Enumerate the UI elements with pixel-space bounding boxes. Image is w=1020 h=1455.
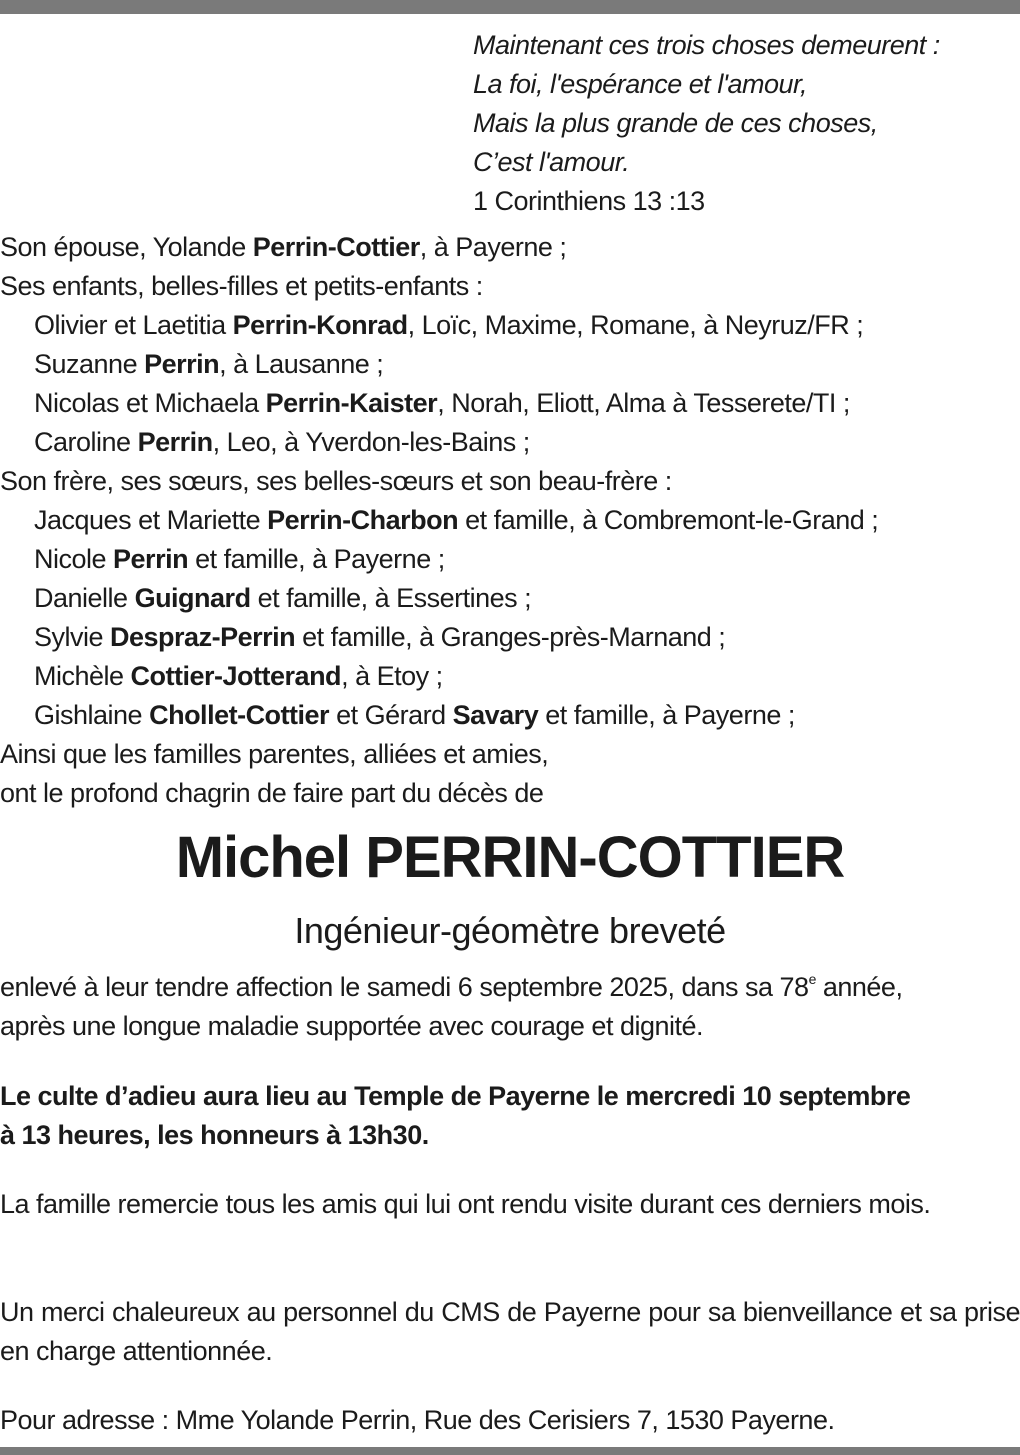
verse-reference: 1 Corinthiens 13 :13 — [473, 186, 705, 216]
top-border — [0, 0, 1020, 14]
address: Pour adresse : Mme Yolande Perrin, Rue des Cerisiers 7, 1530 Payerne. — [0, 1405, 835, 1435]
sibling-line: Gishlaine Chollet-Cottier et Gérard Savary et famille, à Payerne ; — [34, 700, 795, 730]
ceremony-line-1: Le culte d’adieu aura lieu au Temple de Payerne le mercredi 10 septembre — [0, 1081, 911, 1111]
verse-line-1: Maintenant ces trois choses demeurent : — [473, 30, 940, 60]
deceased-name: Michel PERRIN-COTTIER — [175, 825, 845, 890]
closing-line-1: Ainsi que les familles parentes, alliées et amies, — [0, 739, 549, 769]
sibling-line: Michèle Cottier-Jotterand, à Etoy ; — [34, 661, 443, 691]
sibling-line: Jacques et Mariette Perrin-Charbon et famille, à Combremont-le-Grand ; — [34, 505, 879, 535]
bottom-border — [0, 1447, 1020, 1455]
sibling-line: Sylvie Despraz-Perrin et famille, à Granges-près-Marnand ; — [34, 622, 726, 652]
child-line: Olivier et Laetitia Perrin-Konrad, Loïc, Maxime, Romane, à Neyruz/FR ; — [34, 310, 864, 340]
spouse-line: Son épouse, Yolande Perrin-Cottier, à Payerne ; — [0, 232, 567, 262]
child-line: Nicolas et Michaela Perrin-Kaister, Norah, Eliott, Alma à Tesserete/TI ; — [34, 388, 850, 418]
verse-line-4: C’est l'amour. — [473, 147, 630, 177]
child-line: Caroline Perrin, Leo, à Yverdon-les-Bains ; — [34, 427, 530, 457]
verse-line-2: La foi, l'espérance et l'amour, — [473, 69, 808, 99]
sibling-line: Danielle Guignard et famille, à Essertines ; — [34, 583, 532, 613]
thanks-paragraph-2: Un merci chaleureux au personnel du CMS de Payerne pour sa bienveillance et sa prise en charge attentionnée. — [0, 1297, 1020, 1366]
child-line: Suzanne Perrin, à Lausanne ; — [34, 349, 384, 379]
sibling-line: Nicole Perrin et famille, à Payerne ; — [34, 544, 445, 574]
ceremony-line-2: à 13 heures, les honneurs à 13h30. — [0, 1120, 429, 1150]
children-intro: Ses enfants, belles-filles et petits-enfants : — [0, 271, 483, 301]
passing-line-1: enlevé à leur tendre affection le samedi 6 septembre 2025, dans sa 78e année, — [0, 971, 903, 1002]
deceased-profession: Ingénieur-géomètre breveté — [294, 910, 726, 951]
siblings-intro: Son frère, ses sœurs, ses belles-sœurs et son beau-frère : — [0, 466, 672, 496]
verse-line-3: Mais la plus grande de ces choses, — [473, 108, 878, 138]
closing-line-2: ont le profond chagrin de faire part du décès de — [0, 778, 544, 808]
thanks-paragraph-1: La famille remercie tous les amis qui lui ont rendu visite durant ces derniers mois. — [0, 1189, 931, 1219]
passing-line-2: après une longue maladie supportée avec courage et dignité. — [0, 1011, 704, 1041]
